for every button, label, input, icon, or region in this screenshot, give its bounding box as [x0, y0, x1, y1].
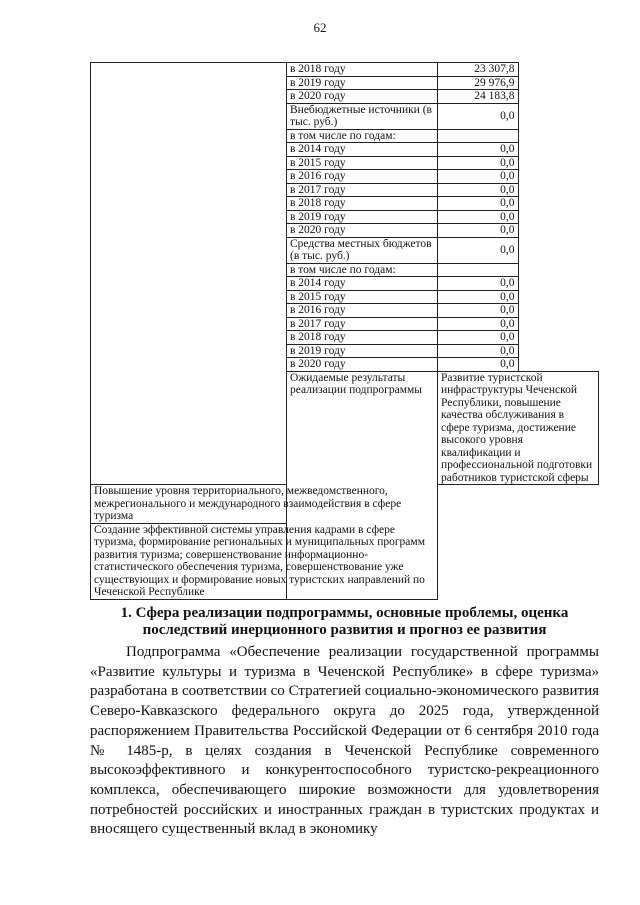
table-row [91, 485, 599, 524]
row-label: в 2020 году [287, 358, 438, 372]
row-label: в 2014 году [287, 277, 438, 291]
row-label: в 2018 году [287, 197, 438, 211]
paragraph-text: Подпрограмма «Обеспечение реализации государственной программы «Развитие культуры и туризма в Чеченской Республике» в сфере туризма» разработана в соответствии со Стратегией социально-экономического развития Северо-Кавказского федерального округа до 2025 года, утвержденной распоряжением Правительства Российской Федерации от 6 сентября 2010 года № 1485-р, в целях создания в Чеченской Республике современного высокоэффективного и конкурентоспособного туристско-рекреационного комплекса, обеспечивающего широкие возможности для удовлетворения потребностей российских и иностранных граждан в туристских продуктах и вносящего существенный вклад в экономику [90, 644, 599, 838]
section-heading: 1. Сфера реализации подпрограммы, основные проблемы, оценка последствий инерционного развития и прогноз ее развития [120, 605, 569, 638]
row-value: 0,0 [438, 290, 519, 304]
row-label: в 2015 году [287, 156, 438, 170]
empty-label-cell [91, 63, 287, 485]
result-item: Развитие туристской инфраструктуры Чеченской Республики, повышение качества обслуживания в сфере туризма, достижение высокого уровня квалификации и профессиональной подготовки работников туристской сферы [438, 371, 599, 485]
row-label: в 2020 году [287, 224, 438, 238]
row-value: 0,0 [438, 197, 519, 211]
row-value: 0,0 [438, 156, 519, 170]
funding-table [90, 62, 599, 600]
results-label: Ожидаемые результаты реализации подпрограммы [287, 371, 438, 599]
row-value: 23 307,8 [438, 63, 519, 77]
local-subheader: в том числе по годам: [287, 263, 438, 277]
row-value: 0,0 [438, 358, 519, 372]
body-paragraph [90, 643, 599, 840]
row-value: 0,0 [438, 344, 519, 358]
row-value: 29 976,9 [438, 76, 519, 90]
row-label: в 2019 году [287, 210, 438, 224]
row-label: в 2018 году [287, 331, 438, 345]
row-label: в 2019 году [287, 344, 438, 358]
page-number: 62 [313, 20, 327, 35]
empty-value-cell [438, 263, 519, 277]
row-label: в 2016 году [287, 170, 438, 184]
extrabudget-header-value: 0,0 [438, 103, 519, 129]
row-value: 0,0 [438, 277, 519, 291]
row-value: 0,0 [438, 317, 519, 331]
row-label: в 2015 году [287, 290, 438, 304]
row-label: в 2020 году [287, 90, 438, 104]
row-value: 0,0 [438, 143, 519, 157]
row-value: 0,0 [438, 210, 519, 224]
result-item: Создание эффективной системы управления кадрами в сфере туризма, формирование региональных и муниципальных программ развития туризма; совершенствование информационно-статистического обеспечения туризма, совершенствование уже существующих и формирование новых туристских направлений по Чеченской Республике [91, 523, 438, 599]
local-header-value: 0,0 [438, 237, 519, 263]
result-item: Повышение уровня территориального, межведомственного, межрегионального и международного взаимодействия в сфере туризма [91, 485, 438, 524]
row-value: 24 183,8 [438, 90, 519, 104]
local-header: Средства местных бюджетов (в тыс. руб.) [287, 237, 438, 263]
extrabudget-header: Внебюджетные источники (в тыс. руб.) [287, 103, 438, 129]
row-label: в 2017 году [287, 183, 438, 197]
row-value: 0,0 [438, 170, 519, 184]
row-label: в 2014 году [287, 143, 438, 157]
extrabudget-subheader: в том числе по годам: [287, 129, 438, 143]
table-row [91, 523, 599, 599]
row-label: в 2019 году [287, 76, 438, 90]
table-row [91, 63, 599, 77]
row-label: в 2016 году [287, 304, 438, 318]
empty-value-cell [438, 129, 519, 143]
row-value: 0,0 [438, 224, 519, 238]
row-label: в 2018 году [287, 63, 438, 77]
row-value: 0,0 [438, 304, 519, 318]
row-value: 0,0 [438, 331, 519, 345]
row-value: 0,0 [438, 183, 519, 197]
row-label: в 2017 году [287, 317, 438, 331]
